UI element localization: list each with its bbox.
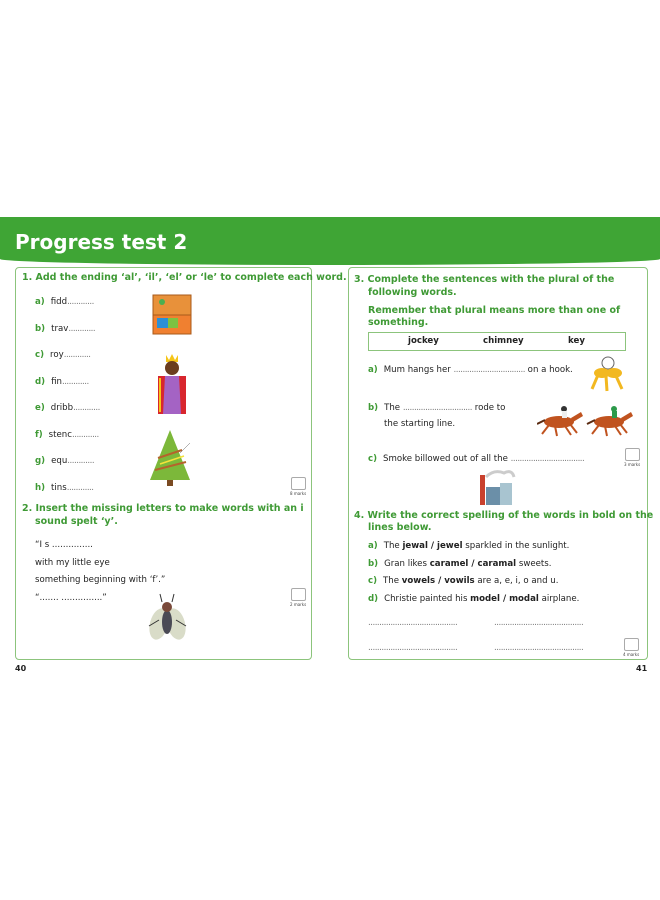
item-label: a)	[368, 365, 378, 375]
text: rode to	[472, 403, 506, 413]
q3-note-line1: Remember that plural means more than one of	[368, 305, 621, 316]
text: Smoke billowed out of all the	[383, 454, 511, 464]
answer-blank[interactable]: ............	[67, 297, 94, 307]
q2-marks-box[interactable]	[291, 588, 306, 601]
answer-blank[interactable]: ............	[67, 456, 95, 466]
answer-blank[interactable]: ............	[71, 429, 99, 440]
q1-item	[35, 430, 99, 440]
item-label: e)	[35, 403, 45, 413]
item-label: c)	[35, 350, 45, 360]
answer-blank[interactable]: ............	[73, 403, 100, 413]
item-label: b)	[368, 403, 379, 413]
suitcase-image	[148, 292, 196, 337]
word-bank-jockey: jockey	[408, 336, 439, 346]
fly-image	[145, 592, 190, 647]
page-number-right: 41	[636, 664, 648, 673]
q3-sentence-a	[368, 365, 573, 375]
answer-line-1[interactable]: ........................................	[368, 618, 458, 628]
word-stem: fin	[51, 376, 62, 387]
answer-line-4[interactable]: ........................................	[494, 643, 584, 653]
text: Mum hangs her	[383, 365, 454, 375]
q2-line-1[interactable]: “I s ...............	[35, 540, 93, 550]
q1-item	[35, 403, 100, 413]
page-number-left: 40	[15, 664, 27, 673]
q3-sentence-b	[368, 403, 505, 413]
text: The	[383, 541, 403, 551]
text: sweets.	[516, 558, 552, 569]
q4-item	[368, 541, 569, 551]
bold-word-choice: vowels / vowils	[401, 576, 475, 586]
answer-line-3[interactable]: ........................................	[368, 643, 458, 653]
text: Gran likes	[384, 558, 430, 569]
answer-blank[interactable]: .................................	[510, 454, 585, 464]
word-stem: roy	[50, 350, 64, 360]
item-label: c)	[368, 454, 378, 464]
jockeys-horses-image	[537, 400, 637, 438]
text: The	[384, 403, 403, 413]
q1-item	[35, 350, 91, 360]
q4-marks-box[interactable]	[624, 638, 639, 651]
answer-blank[interactable]: ............	[61, 376, 89, 387]
answer-blank[interactable]: ............	[68, 323, 96, 334]
q3-marks-label: 3 marks	[624, 462, 641, 467]
page-title: Progress test 2	[15, 230, 188, 254]
item-label: b)	[35, 323, 46, 334]
q3-sentence-c	[368, 454, 584, 464]
text: are a, e, i, o and u.	[474, 576, 559, 586]
text: sparkled in the sunlight.	[462, 541, 570, 551]
word-stem: equ	[51, 456, 68, 466]
q3-heading-line2: following words.	[368, 287, 457, 298]
word-bank-key: key	[568, 336, 585, 346]
item-label: c)	[368, 576, 378, 586]
q4-item	[368, 559, 552, 569]
bold-word-choice: model / modal	[470, 593, 539, 604]
word-stem: stenc	[48, 429, 72, 440]
item-label: d)	[368, 593, 379, 604]
q3-note-line2: something.	[368, 317, 429, 328]
answer-blank[interactable]: ............	[66, 482, 94, 493]
factory-chimney-image	[474, 467, 516, 507]
text: airplane.	[538, 593, 580, 604]
king-image	[152, 352, 192, 417]
christmas-tree-image	[150, 428, 192, 488]
q2-heading-line1: 2. Insert the missing letters to make words with an i	[22, 503, 304, 514]
q1-item	[35, 483, 94, 493]
q2-line-2: with my little eye	[35, 558, 110, 568]
answer-blank[interactable]: ............	[63, 350, 91, 360]
q4-marks-label: 4 marks	[623, 652, 640, 657]
answer-blank[interactable]: ...............................	[402, 403, 472, 413]
q4-item	[368, 576, 558, 586]
q3-sentence-b-cont: the starting line.	[384, 419, 456, 429]
q1-item	[35, 456, 94, 466]
text: Christie painted his	[384, 593, 471, 604]
q4-heading-line1: 4. Write the correct spelling of the words in bold on the	[354, 510, 654, 521]
item-label: b)	[368, 558, 379, 569]
q4-heading-line2: lines below.	[368, 522, 432, 533]
q3-heading-line1: 3. Complete the sentences with the plural of the	[354, 274, 615, 285]
keys-image	[590, 355, 626, 393]
answer-blank[interactable]: ................................	[453, 365, 525, 375]
q4-item	[368, 594, 579, 604]
item-label: f)	[35, 429, 43, 440]
item-label: d)	[35, 376, 46, 387]
q1-item	[35, 297, 94, 307]
bold-word-choice: jewal / jewel	[402, 541, 463, 551]
q2-marks-label: 2 marks	[290, 602, 307, 607]
bold-word-choice: caramel / caramal	[429, 558, 517, 569]
item-label: a)	[368, 541, 378, 551]
item-label: g)	[35, 456, 46, 466]
answer-line-2[interactable]: ........................................	[494, 618, 584, 628]
q1-marks-box[interactable]	[291, 477, 306, 490]
q1-item	[35, 377, 89, 387]
item-label: a)	[35, 297, 45, 307]
q2-line-3: something beginning with ‘f’.”	[35, 575, 166, 585]
word-stem: dribb	[50, 403, 74, 413]
q1-item	[35, 324, 95, 334]
q2-heading-line2: sound spelt ‘y’.	[35, 516, 118, 527]
word-stem: fidd	[50, 297, 68, 307]
text: on a hook.	[524, 365, 573, 375]
item-label: h)	[35, 482, 46, 493]
text: The	[383, 576, 402, 586]
word-stem: trav	[51, 323, 69, 334]
word-bank-chimney: chimney	[483, 336, 524, 346]
q2-line-4[interactable]: “....... ...............”	[35, 593, 107, 603]
word-stem: tins	[51, 482, 67, 493]
q1-marks-label: 8 marks	[290, 491, 307, 496]
q1-heading: 1. Add the ending ‘al’, ‘il’, ‘el’ or ‘le’ to complete each word.	[22, 272, 347, 283]
q3-marks-box[interactable]	[625, 448, 640, 461]
